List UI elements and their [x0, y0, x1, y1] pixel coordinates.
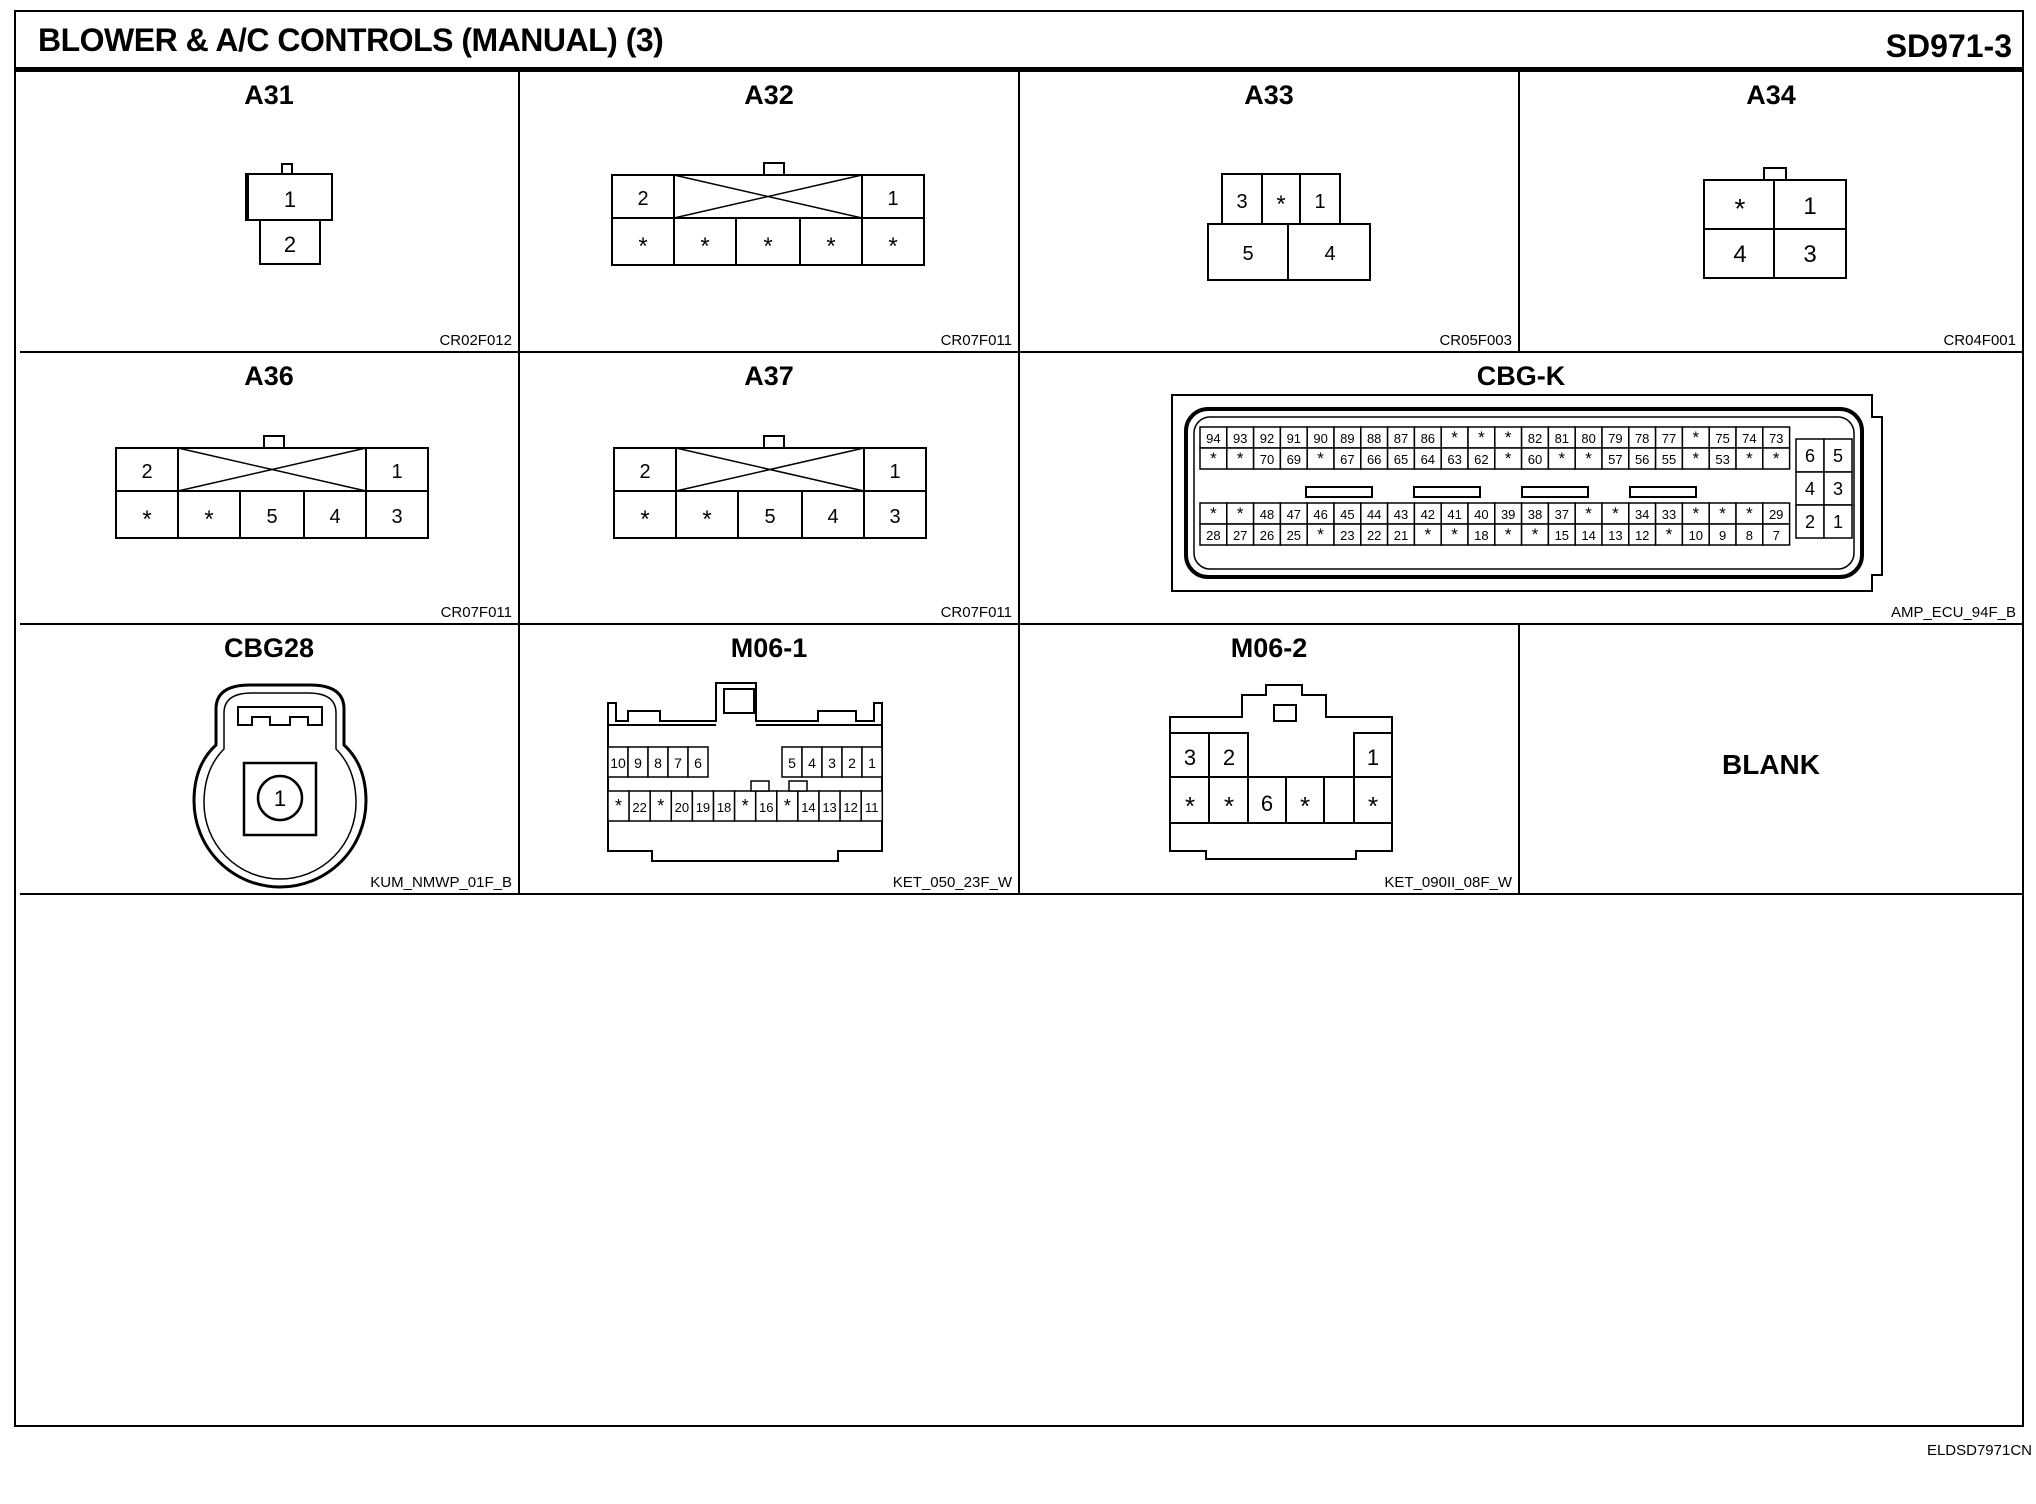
pin-label: *: [763, 233, 773, 260]
pin-label: 13: [822, 800, 837, 815]
pin-label: *: [1746, 504, 1753, 523]
pin-label: 13: [1608, 528, 1623, 543]
cbgk-side-pins: [1796, 439, 1852, 538]
connector-code: CR04F001: [1943, 332, 2016, 349]
pin-label: *: [1299, 791, 1311, 821]
pin-label: *: [1424, 525, 1432, 544]
connector-cbg28: [20, 625, 520, 895]
pin-label: *: [657, 796, 665, 816]
blank-cell: [1520, 625, 2022, 895]
connector-label: A31: [244, 80, 294, 110]
pin-label: 6: [694, 755, 702, 771]
pin-label: 15: [1554, 528, 1570, 543]
pin-label: 4: [808, 755, 816, 771]
pin-label: 4: [1733, 241, 1747, 268]
pin-label: 5: [764, 506, 776, 528]
blank-label: BLANK: [1722, 749, 1820, 780]
connector-label: A36: [244, 361, 294, 391]
pin-label: *: [1317, 525, 1324, 544]
pin-label: *: [1223, 791, 1235, 821]
pin-label: 81: [1554, 431, 1570, 446]
diagram-frame: [14, 10, 2024, 1427]
pin-label: 1: [887, 188, 899, 210]
page-title: BLOWER & A/C CONTROLS (MANUAL) (3): [38, 22, 664, 58]
pin-label: 2: [141, 461, 153, 483]
page-code: SD971-3: [1885, 28, 2012, 64]
connector-a36: [20, 353, 520, 625]
m061-latch: [751, 781, 769, 791]
connector-a33: [1020, 72, 1520, 353]
pin-label: 94: [1206, 431, 1221, 446]
pin-label: *: [1692, 428, 1700, 447]
pin-label: 86: [1420, 431, 1436, 446]
m061-latch: [789, 781, 807, 791]
pin-label: 1: [283, 187, 297, 212]
pin-label: 14: [801, 800, 816, 815]
pin-label: 2: [1804, 512, 1816, 532]
pin-label: 28: [1206, 528, 1221, 543]
connector-m062-drawing: [1020, 625, 1520, 895]
pin-label: 87: [1393, 431, 1409, 446]
pin-label: *: [638, 233, 648, 260]
connector-code: KET_050_23F_W: [892, 874, 1012, 891]
pin-label: 80: [1581, 431, 1596, 446]
pin-label: *: [741, 796, 749, 816]
pin-label: *: [1210, 504, 1217, 523]
pin-label: 45: [1340, 507, 1355, 522]
pin-label: 1: [1366, 745, 1380, 770]
pin-label: 3: [889, 506, 901, 528]
pin-label: *: [702, 506, 712, 533]
pin-label: 48: [1259, 507, 1275, 522]
connector-a31-drawing: [20, 72, 520, 353]
pin-label: *: [1236, 504, 1244, 523]
connector-label: M06-1: [730, 633, 808, 663]
connector-a33-drawing: [1020, 72, 1520, 353]
pin-label: 5: [266, 506, 278, 528]
pin-label: 11: [865, 800, 879, 815]
pin-label: *: [615, 796, 623, 816]
pin-label: *: [640, 506, 650, 533]
pin-label: 2: [637, 188, 649, 210]
pin-label: *: [1317, 449, 1324, 468]
pin-label: 12: [843, 800, 858, 815]
pin-label: *: [1719, 504, 1726, 523]
pin-label: 1: [391, 461, 403, 483]
pin-label: *: [1504, 525, 1512, 544]
pin-label: *: [1210, 449, 1217, 468]
pin-label: *: [1478, 428, 1485, 447]
pin-label: 4: [827, 506, 839, 528]
pin-label: 5: [1242, 243, 1254, 265]
pin-label: *: [700, 233, 710, 260]
pin-label: 5: [788, 755, 796, 771]
pin-label: 66: [1366, 452, 1382, 467]
pin-label: *: [1236, 449, 1244, 468]
pin-label: *: [1451, 525, 1458, 544]
pin-label: *: [1531, 525, 1539, 544]
pin-label: 3: [828, 755, 836, 771]
pin-label: 60: [1527, 452, 1543, 467]
pin-label: *: [1184, 791, 1196, 821]
pin-label: *: [1585, 449, 1592, 468]
pin-label: 2: [1222, 745, 1236, 770]
pin-label: 53: [1715, 452, 1730, 467]
pin-label: 4: [1804, 479, 1816, 499]
pin-label: 16: [759, 800, 774, 815]
connector-cbg28-drawing: [20, 625, 520, 895]
header: [16, 12, 2022, 72]
pin-label: 26: [1259, 528, 1275, 543]
pin-label: 65: [1393, 452, 1409, 467]
pin-label: 62: [1474, 452, 1489, 467]
connector-a36-drawing: [20, 353, 520, 625]
pin-label: 22: [632, 800, 647, 815]
pin-label: *: [1734, 193, 1746, 224]
pin-label: 27: [1232, 528, 1248, 543]
connector-code: CR07F011: [440, 604, 512, 621]
pin-label: 77: [1661, 431, 1677, 446]
connector-a31: [20, 72, 520, 353]
pin-label: 2: [848, 755, 856, 771]
pin-label: *: [1504, 449, 1512, 468]
pin-label: 3: [1236, 191, 1248, 213]
pin-label: 6: [1804, 446, 1816, 466]
connector-code: KET_090II_08F_W: [1384, 874, 1512, 891]
connector-label: A32: [744, 80, 794, 110]
pin-label: 56: [1634, 452, 1650, 467]
pin-label: 37: [1554, 507, 1570, 522]
connector-m061: [520, 625, 1020, 895]
pin-label: 43: [1393, 507, 1409, 522]
pin-label: 9: [1718, 528, 1727, 543]
pin-label: *: [1772, 449, 1780, 468]
pin-label: 25: [1286, 528, 1302, 543]
connector-a32: [520, 72, 1020, 353]
pin-label: 10: [610, 755, 626, 771]
pin-label: *: [826, 233, 836, 260]
pin-label: 38: [1527, 507, 1543, 522]
connector-cbgk: [1020, 353, 2022, 625]
pin-label: 21: [1393, 528, 1409, 543]
pin-label: 92: [1259, 431, 1275, 446]
pin-label: 55: [1661, 452, 1677, 467]
pin-label: 64: [1420, 452, 1436, 467]
pin-label: 1: [273, 786, 287, 811]
pin-label: 2: [283, 232, 297, 257]
connector-label: CBG28: [223, 633, 315, 663]
connector-code: KUM_NMWP_01F_B: [370, 874, 512, 891]
pin-label: *: [1276, 191, 1286, 218]
pin-label: 8: [1745, 528, 1754, 543]
connector-a37: [520, 353, 1020, 625]
pin-label: 42: [1420, 507, 1436, 522]
connector-a34-drawing: [1520, 72, 2022, 353]
pin-label: 79: [1608, 431, 1623, 446]
pin-label: 23: [1340, 528, 1355, 543]
connector-code: AMP_ECU_94F_B: [1890, 604, 2016, 621]
pin-label: 40: [1474, 507, 1489, 522]
pin-label: 19: [695, 800, 711, 815]
connector-code: CR02F012: [439, 332, 512, 349]
pin-label: 14: [1581, 528, 1596, 543]
pin-label: 1: [868, 755, 876, 771]
pin-label: 34: [1634, 507, 1650, 522]
pin-label: *: [1692, 504, 1700, 523]
connector-a37-drawing: [520, 353, 1020, 625]
pin-label: *: [783, 796, 791, 816]
pin-label: 88: [1366, 431, 1382, 446]
connector-code: CR05F003: [1439, 332, 1512, 349]
pin-label: 91: [1286, 431, 1302, 446]
connector-label: M06-2: [1230, 633, 1308, 663]
pin-label: 57: [1608, 452, 1623, 467]
pin-label: 12: [1634, 528, 1650, 543]
connector-label: CBG-K: [1476, 361, 1566, 391]
pin-label: 74: [1742, 431, 1757, 446]
connector-label: A37: [744, 361, 794, 391]
pin-label: 39: [1500, 507, 1516, 522]
pin-label: *: [1558, 449, 1566, 468]
pin-label: 4: [1324, 243, 1336, 265]
connector-m061-drawing: [520, 625, 1020, 895]
connector-code: CR07F011: [940, 332, 1012, 349]
pin-label: 9: [634, 755, 642, 771]
pin-label: 20: [674, 800, 690, 815]
pin-label: 5: [1832, 446, 1844, 466]
pin-label: 1: [1314, 191, 1326, 213]
pin-label: *: [1612, 504, 1619, 523]
pin-label: 70: [1259, 452, 1275, 467]
pin-label: 18: [1474, 528, 1489, 543]
pin-label: *: [1585, 504, 1592, 523]
pin-label: 7: [674, 755, 682, 771]
connector-a34: [1520, 72, 2022, 353]
connector-label: A33: [1244, 80, 1294, 110]
pin-label: *: [888, 233, 898, 260]
pin-label: 1: [889, 461, 901, 483]
pin-label: 33: [1661, 507, 1677, 522]
pin-label: 75: [1715, 431, 1730, 446]
connector-m062: [1020, 625, 1520, 895]
pin-label: 3: [391, 506, 403, 528]
pin-label: 3: [1832, 479, 1844, 499]
pin-label: 1: [1803, 193, 1817, 220]
pin-label: 22: [1366, 528, 1382, 543]
pin-label: 73: [1768, 431, 1784, 446]
pin-label: 93: [1232, 431, 1248, 446]
pin-label: 6: [1260, 791, 1274, 816]
pin-label: *: [1746, 449, 1753, 468]
pin-label: 82: [1527, 431, 1543, 446]
pin-label: 10: [1688, 528, 1704, 543]
pin-label: 3: [1183, 745, 1197, 770]
pin-label: *: [1451, 428, 1458, 447]
pin-label: 8: [654, 755, 662, 771]
pin-label: *: [1504, 428, 1512, 447]
pin-label: 67: [1340, 452, 1355, 467]
pin-label: 46: [1313, 507, 1328, 522]
pin-label: 89: [1340, 431, 1355, 446]
pin-label: 90: [1313, 431, 1328, 446]
pin-label: 41: [1447, 507, 1462, 522]
connector-label: A34: [1746, 80, 1796, 110]
pin-label: 1: [1832, 512, 1844, 532]
pin-label: 3: [1803, 241, 1817, 268]
connector-a32-drawing: [520, 72, 1020, 353]
pin-label: 29: [1768, 507, 1784, 522]
connector-code: CR07F011: [940, 604, 1012, 621]
pin-label: 78: [1634, 431, 1650, 446]
pin-label: 7: [1772, 528, 1780, 543]
pin-label: *: [204, 506, 214, 533]
pin-label: 44: [1366, 507, 1382, 522]
pin-label: 2: [639, 461, 651, 483]
pin-label: *: [142, 506, 152, 533]
pin-label: 63: [1447, 452, 1462, 467]
pin-label: 18: [716, 800, 732, 815]
pin-label: *: [1367, 791, 1379, 821]
pin-label: 47: [1286, 507, 1302, 522]
pin-label: *: [1665, 525, 1673, 544]
pin-label: 4: [329, 506, 341, 528]
connector-cbgk-drawing: [1020, 353, 2022, 625]
pin-label: *: [1692, 449, 1700, 468]
pin-label: 69: [1286, 452, 1302, 467]
footer-code: ELDSD7971CN: [1926, 1442, 2032, 1459]
